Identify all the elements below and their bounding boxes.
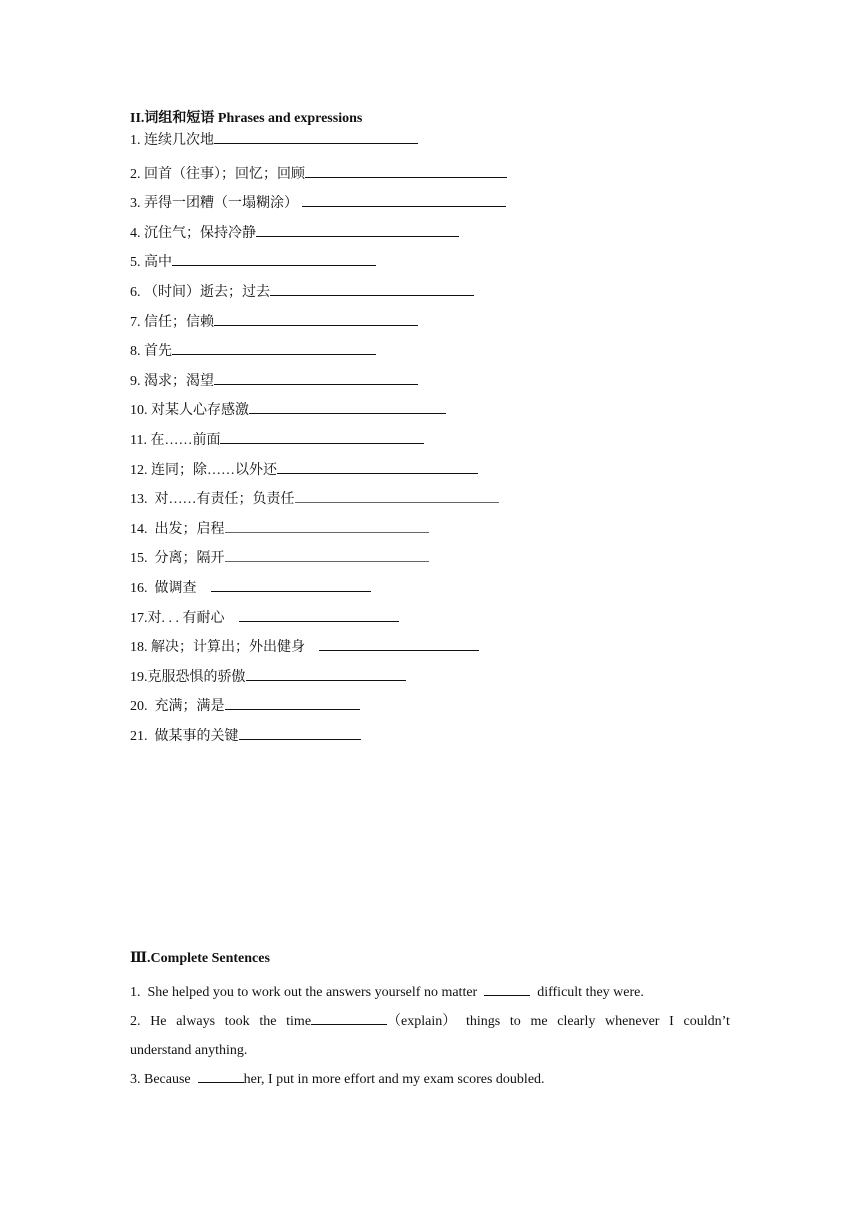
item-text: 弄得一团糟（一塌糊涂） xyxy=(144,196,298,212)
answer-blank[interactable] xyxy=(311,1012,387,1025)
phrase-item xyxy=(130,219,730,249)
answer-blank[interactable] xyxy=(225,697,360,710)
item-number: 10. xyxy=(130,403,148,419)
answer-blank[interactable] xyxy=(249,401,446,414)
item-number: 7. xyxy=(130,314,141,330)
sentence-line xyxy=(130,1007,730,1036)
sentence-text: She helped you to work out the answers yourself no matter xyxy=(147,985,478,1000)
item-number: 18. xyxy=(130,640,148,656)
item-number: 3. xyxy=(130,1072,141,1087)
item-number: 15. xyxy=(130,551,148,567)
phrase-list xyxy=(130,130,730,751)
answer-blank[interactable] xyxy=(256,224,459,237)
item-number: 1. xyxy=(130,133,141,148)
item-text: 克服恐惧的骄傲 xyxy=(147,669,246,685)
section-title-sentences: Ⅲ.Complete Sentences xyxy=(130,951,270,966)
sentence-item xyxy=(130,1007,730,1065)
item-text: 做调查 xyxy=(154,580,197,596)
item-number: 11. xyxy=(130,432,147,448)
phrase-item xyxy=(130,722,730,752)
item-text: 对. . . 有耐心 xyxy=(147,610,225,626)
sentence-word: time xyxy=(286,1014,312,1029)
phrase-item xyxy=(130,604,730,634)
answer-blank[interactable] xyxy=(214,372,418,385)
item-text: 充满；满是 xyxy=(154,699,225,715)
phrase-item xyxy=(130,574,730,604)
sentence-line: understand anything. xyxy=(130,1043,248,1058)
section-title-phrases: II.词组和短语 Phrases and expressions xyxy=(130,111,363,126)
answer-blank[interactable] xyxy=(319,638,479,651)
item-text: （时间）逝去；过去 xyxy=(144,284,270,300)
sentence-word: things xyxy=(465,1014,501,1029)
phrase-item xyxy=(130,189,730,219)
item-text: 渴求；渴望 xyxy=(144,373,214,389)
sentence-word: the xyxy=(259,1014,277,1029)
phrases-section xyxy=(130,108,730,751)
item-number: 2. xyxy=(130,166,141,182)
item-text: 在……前面 xyxy=(150,432,221,448)
phrase-item xyxy=(130,278,730,308)
item-number: 9. xyxy=(130,373,141,389)
sentence-word: couldn’t xyxy=(683,1014,730,1029)
answer-blank[interactable] xyxy=(225,520,429,533)
sentence-list xyxy=(130,978,730,1094)
phrase-item xyxy=(130,515,730,545)
answer-blank[interactable] xyxy=(211,579,371,592)
sentence-word: I xyxy=(669,1014,674,1029)
item-number: 21. xyxy=(130,728,148,744)
item-text: 信任；信赖 xyxy=(144,314,214,330)
answer-blank[interactable] xyxy=(172,253,376,266)
sentence-text: difficult they were. xyxy=(537,985,644,1000)
phrase-item xyxy=(130,633,730,663)
sentence-text: her, I put in more effort and my exam scores doubled. xyxy=(243,1072,545,1087)
answer-blank[interactable] xyxy=(270,283,474,296)
answer-blank[interactable] xyxy=(295,490,499,503)
item-text: 分离；隔开 xyxy=(154,551,225,567)
phrase-item xyxy=(130,130,730,152)
answer-blank[interactable] xyxy=(484,983,530,996)
answer-blank[interactable] xyxy=(225,549,429,562)
item-text: 高中 xyxy=(144,255,172,271)
answer-blank[interactable] xyxy=(198,1070,244,1083)
item-text: 沉住气；保持冷静 xyxy=(144,225,256,241)
phrase-item xyxy=(130,308,730,338)
phrase-item xyxy=(130,160,730,190)
item-number: 2. xyxy=(130,1014,141,1029)
phrase-item xyxy=(130,367,730,397)
item-number: 13. xyxy=(130,492,148,508)
answer-blank[interactable] xyxy=(277,461,478,474)
answer-blank[interactable] xyxy=(214,131,418,144)
sentence-word: me xyxy=(530,1014,548,1029)
answer-blank[interactable] xyxy=(239,727,361,740)
item-number: 3. xyxy=(130,196,141,212)
answer-blank[interactable] xyxy=(302,194,506,207)
sentence-word: clearly xyxy=(557,1014,596,1029)
answer-blank[interactable] xyxy=(214,313,418,326)
hint-text: （explain） xyxy=(387,1014,457,1029)
item-number: 17. xyxy=(130,610,148,626)
item-text: 首先 xyxy=(144,344,172,360)
item-number: 19. xyxy=(130,669,148,685)
phrase-item xyxy=(130,337,730,367)
phrase-item xyxy=(130,426,730,456)
sentence-word: always xyxy=(176,1014,216,1029)
answer-blank[interactable] xyxy=(246,668,406,681)
item-number: 12. xyxy=(130,462,148,478)
answer-blank[interactable] xyxy=(239,609,399,622)
phrase-item xyxy=(130,485,730,515)
item-number: 16. xyxy=(130,580,148,596)
phrase-item xyxy=(130,456,730,486)
sentence-word: took xyxy=(224,1014,250,1029)
phrase-item xyxy=(130,663,730,693)
item-number: 1. xyxy=(130,985,141,1000)
item-text: 回首（往事）；回忆；回顾 xyxy=(144,166,305,182)
item-number: 8. xyxy=(130,344,141,360)
sentence-text: Because xyxy=(144,1072,191,1087)
phrase-item xyxy=(130,692,730,722)
answer-blank[interactable] xyxy=(220,431,424,444)
answer-blank[interactable] xyxy=(305,165,507,178)
phrase-item xyxy=(130,396,730,426)
sentence-word: whenever xyxy=(605,1014,660,1029)
item-number: 6. xyxy=(130,284,141,300)
sentence-word: to xyxy=(509,1014,521,1029)
phrase-item xyxy=(130,248,730,278)
item-number: 5. xyxy=(130,255,141,271)
item-number: 14. xyxy=(130,521,148,537)
item-text: 连续几次地 xyxy=(144,133,214,148)
sentence-item xyxy=(130,978,730,1007)
item-text: 解决；计算出；外出健身 xyxy=(151,640,305,656)
complete-sentences-section xyxy=(130,948,730,1094)
item-text: 对某人心存感激 xyxy=(151,403,249,419)
item-text: 做某事的关键 xyxy=(154,728,239,744)
item-number: 4. xyxy=(130,225,141,241)
phrase-item xyxy=(130,544,730,574)
item-number: 20. xyxy=(130,699,148,715)
item-text: 连同；除……以外还 xyxy=(151,462,277,478)
item-text: 出发；启程 xyxy=(154,521,225,537)
sentence-item xyxy=(130,1065,730,1094)
sentence-word: He xyxy=(150,1014,167,1029)
answer-blank[interactable] xyxy=(172,342,376,355)
item-text: 对……有责任；负责任 xyxy=(154,492,295,508)
